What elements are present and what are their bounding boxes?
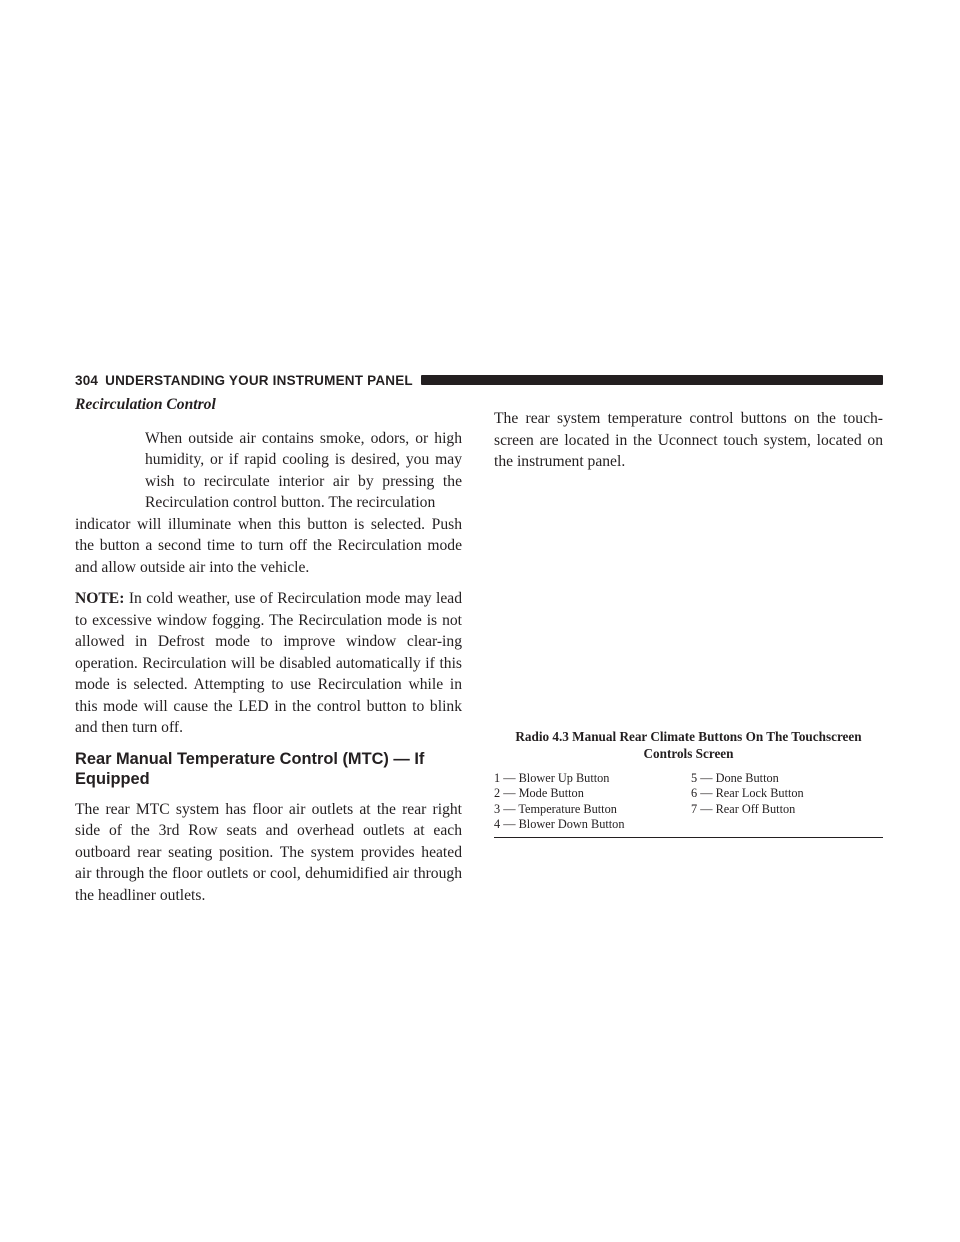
page-header [75, 371, 883, 389]
mtc-paragraph: The rear MTC system has floor air outlets at the rear right side of the 3rd Row seats and overhead outlets at each outboard rear seating position. The system provides heated air through the floor outlets or cool, dehumidified air through the headliner outlets. [75, 800, 462, 904]
legend-column-2 [691, 771, 883, 833]
figure-caption: Radio 4.3 Manual Rear Climate Buttons On The Touchscreen Controls Screen [515, 728, 862, 761]
legend-item: 1 — Blower Up Button [494, 770, 610, 785]
legend-item: 5 — Done Button [691, 770, 779, 785]
recirculation-text-indented: When outside air contains smoke, odors, or high humidity, or if rapid cooling is desired, you may wish to recirculate interior air by pressing the Recirculation control button. The recirculation [145, 429, 462, 511]
legend-item: 4 — Blower Down Button [494, 817, 625, 831]
climate-screen-figure [494, 473, 883, 728]
recirculation-block [75, 428, 462, 579]
running-header-title: UNDERSTANDING YOUR INSTRUMENT PANEL [105, 372, 413, 388]
recirculation-title: Recirculation Control [75, 396, 216, 413]
note-paragraph [75, 588, 462, 739]
legend-item: 7 — Rear Off Button [691, 801, 796, 816]
legend-column-1 [494, 771, 691, 833]
page-number: 304 [75, 372, 99, 388]
note-text: In cold weather, use of Recirculation mode may lead to excessive window fogging. The Recirculation mode is not allowed in Defrost mode to improve window clear-ing operation. Recirculation will be disabled automatically if this mode is selected. Attempting to use Recirculation while in this mode will cause the LED in the control button to blink and then turn off. [75, 590, 462, 736]
recirculation-icon [75, 428, 141, 514]
right-column [494, 408, 883, 838]
note-label: NOTE: [75, 590, 125, 607]
left-column [75, 394, 462, 906]
legend-item: 2 — Mode Button [494, 786, 584, 800]
mtc-heading: Rear Manual Temperature Control (MTC) — If Equipped [75, 749, 425, 788]
legend-rule [494, 837, 883, 838]
rear-controls-intro: The rear system temperature control buttons on the touch-screen are located in the Uconnect touch system, located on the instrument panel. [494, 410, 883, 470]
legend-item: 6 — Rear Lock Button [691, 786, 804, 800]
header-rule [421, 375, 883, 385]
recirculation-text: indicator will illuminate when this button is selected. Push the button a second time to turn off the Recirculation mode and allow outside air into the vehicle. [75, 515, 462, 576]
legend-item: 3 — Temperature Button [494, 801, 617, 816]
figure-legend [494, 771, 883, 833]
